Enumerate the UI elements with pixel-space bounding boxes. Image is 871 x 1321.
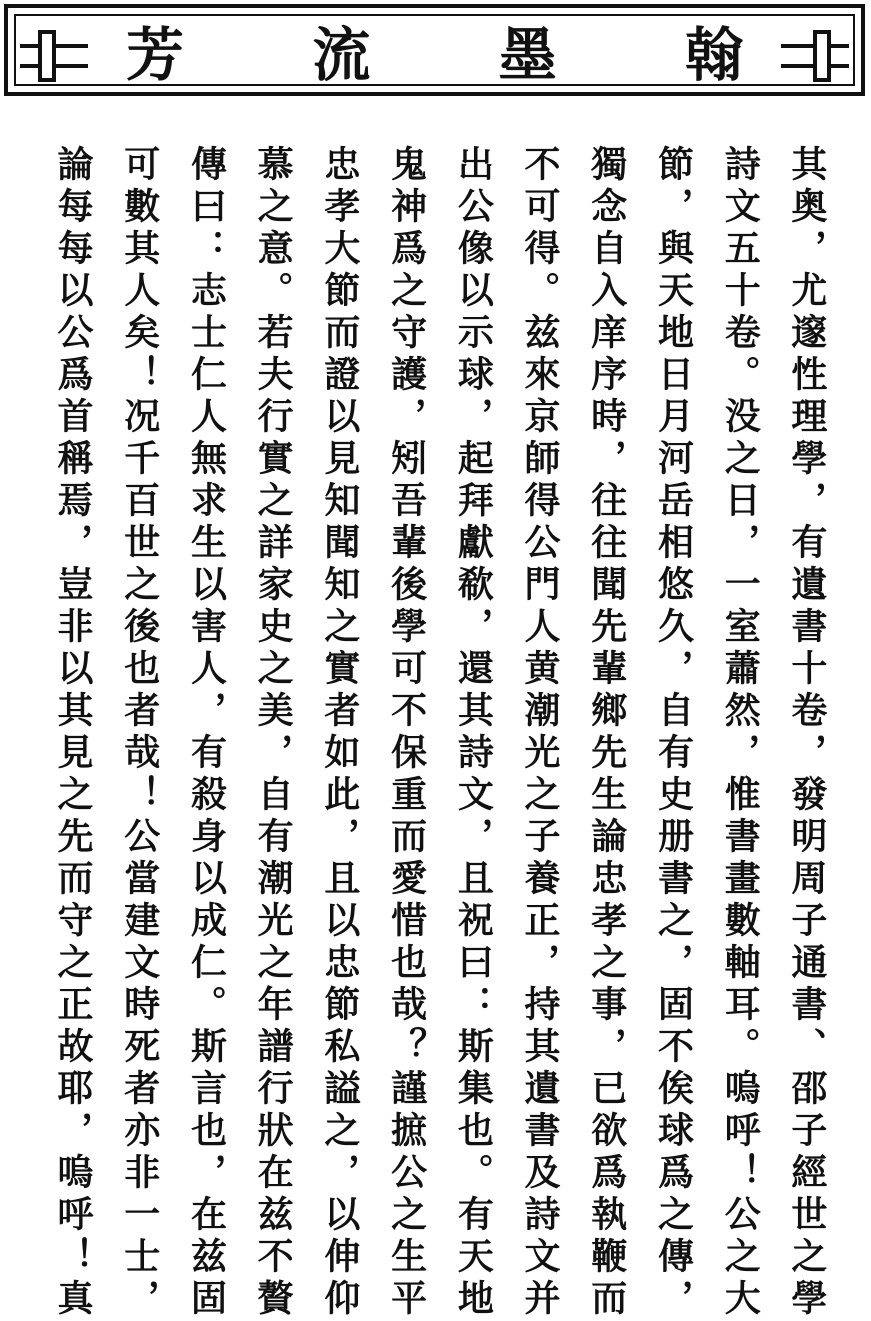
text-column: 節，與天地日月河岳相悠久，自有史册書之，固不俟球爲之傳， xyxy=(652,145,695,1321)
header-banner xyxy=(4,4,865,96)
text-column: 獨念自入庠序時，往往聞先輩鄉先生論忠孝之事，已欲爲執鞭而 xyxy=(585,145,628,1321)
text-column: 詩文五十卷。没之日，一室蕭然，惟書畫數軸耳。嗚呼！公之大 xyxy=(719,145,762,1321)
fret-ornament-right-icon xyxy=(781,26,849,86)
text-column: 忠孝大節而證以見知聞知之實者如此，且以忠節私謚之，以伸仰 xyxy=(318,145,361,1321)
banner-title-char: 翰 xyxy=(684,21,743,89)
banner-inner-frame xyxy=(14,14,855,89)
banner-title-char: 芳 xyxy=(126,21,185,89)
fret-ornament-left-icon xyxy=(20,26,88,86)
text-column: 其奥，尤邃性理學，有遺書十卷，發明周子通書、邵子經世之學 xyxy=(785,145,828,1321)
text-column: 不可得。兹來京師得公門人黄潮光之子養正，持其遺書及詩文并 xyxy=(519,145,562,1321)
banner-title xyxy=(126,20,743,90)
text-column: 論每每以公爲首稱焉，豈非以其見之先而守之正故耶，嗚呼！真 xyxy=(52,145,94,1321)
text-column: 慕之意。若夫行實之詳家史之美，自有潮光之年譜行狀在兹不贅 xyxy=(252,145,295,1321)
text-column: 鬼神爲之守護，矧吾輩後學可不保重而愛惜也哉？謹摭公之生平 xyxy=(385,145,428,1321)
text-column: 出公像以示球，起拜獻欷，還其詩文，且祝曰：斯集也。有天地 xyxy=(452,145,495,1321)
vertical-text-body xyxy=(52,145,828,1321)
text-column: 傳曰：志士仁人無求生以害人，有殺身以成仁。斯言也，在兹固 xyxy=(185,145,228,1321)
banner-title-char: 墨 xyxy=(498,21,557,89)
text-column: 可數其人矣！况千百世之後也者哉！公當建文時死者亦非一士， xyxy=(118,145,161,1321)
banner-title-char: 流 xyxy=(312,21,371,89)
